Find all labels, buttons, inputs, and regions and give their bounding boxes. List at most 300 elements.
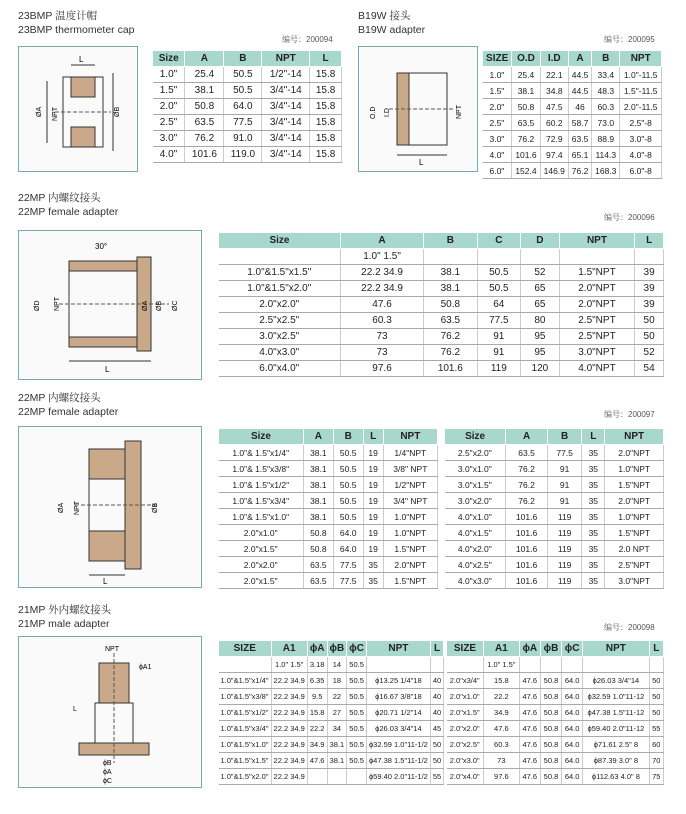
table-cell: 3/4"-14 (262, 115, 310, 131)
column-header: L (430, 641, 443, 657)
table-header-row (219, 641, 444, 657)
table-cell: 3.0"-8 (620, 131, 662, 147)
table-cell: 50.5 (347, 721, 367, 737)
table-row (445, 557, 664, 573)
table-cell (424, 249, 477, 265)
table-row (219, 313, 664, 329)
table-cell: 50 (649, 673, 663, 689)
table-cell: 80 (521, 313, 560, 329)
s5-table-left (218, 640, 444, 785)
s2-dim-id: I.D (384, 108, 391, 117)
table-row (219, 721, 444, 737)
table-cell: 64.0 (562, 721, 583, 737)
column-header: L (363, 429, 383, 445)
table-cell: 95 (521, 345, 560, 361)
s1-dim-l: L (79, 55, 84, 64)
table-cell: ϕ26.03 3/4"14 (366, 721, 430, 737)
table-cell: 50.8 (540, 769, 561, 785)
table-cell: 2.0"x2.0" (219, 557, 304, 573)
table-cell: 15.8 (310, 67, 342, 83)
table-cell: 50 (635, 313, 664, 329)
table-cell: 119 (547, 525, 581, 541)
table-row (219, 493, 438, 509)
table-cell: 1.0" 1.5" (340, 249, 423, 265)
column-header: NPT (605, 429, 664, 445)
table-cell (347, 769, 367, 785)
table-cell: 3.0" (483, 131, 512, 147)
table-cell: 119 (547, 557, 581, 573)
table-cell: 2.0"x1.5" (447, 705, 484, 721)
table-cell: 152.4 (512, 163, 540, 179)
table-cell: 48.3 (592, 83, 620, 99)
s3-dim-d: ØD (34, 300, 41, 311)
table-cell: 3.0"NPT (605, 573, 664, 589)
table-cell: 65 (521, 297, 560, 313)
table-cell: 64.0 (562, 737, 583, 753)
table-cell: 77.5 (547, 445, 581, 461)
table-row (445, 525, 664, 541)
table-cell: 38.1 (327, 737, 347, 753)
table-row (219, 689, 444, 705)
s2-dim-npt: NPT (456, 105, 463, 119)
table-cell: 73 (340, 329, 423, 345)
table-cell (635, 249, 664, 265)
table-cell: 6.0"x4.0" (219, 361, 341, 377)
table-cell: 1.0" 1.5" (271, 657, 307, 673)
table-cell: 22 (327, 689, 347, 705)
table-row (219, 445, 438, 461)
table-cell: ϕ47.38 1.5"11-12 (583, 705, 649, 721)
table-row (445, 541, 664, 557)
table-cell: 97.6 (483, 769, 519, 785)
table-cell: 38.1 (424, 281, 477, 297)
table-cell: 3/8" NPT (383, 461, 437, 477)
table-cell: 50 (430, 737, 443, 753)
table-row (219, 573, 438, 589)
s5-table-right (446, 640, 664, 785)
table-cell: 1.5"NPT (383, 541, 437, 557)
table-cell: 63.5 (303, 573, 333, 589)
column-header: A (506, 429, 548, 445)
table-cell: 50.5 (333, 493, 363, 509)
table-cell: 38.1 (424, 265, 477, 281)
table-cell: 38.1 (327, 753, 347, 769)
table-cell: 1.5"NPT (559, 265, 635, 281)
table-cell: 50.8 (540, 737, 561, 753)
s4-table-left (218, 428, 438, 589)
table-row (447, 689, 664, 705)
table-cell: 63.5 (568, 131, 591, 147)
table-cell: 101.6 (512, 147, 540, 163)
table-cell: 91 (547, 461, 581, 477)
table-cell: 1.5"NPT (605, 477, 664, 493)
table-cell: 22.2 34.9 (271, 705, 307, 721)
table-cell: 15.8 (310, 99, 342, 115)
table-row (153, 131, 342, 147)
column-header: B (547, 429, 581, 445)
table-row (447, 753, 664, 769)
table-cell: 55 (649, 721, 663, 737)
table-row (219, 673, 444, 689)
table-cell: 22.2 34.9 (340, 281, 423, 297)
s2-dim-od: O.D (370, 106, 377, 119)
table-row (153, 147, 342, 163)
s5-title-en: 21MP male adapter (18, 618, 110, 630)
table-cell (477, 249, 521, 265)
table-row (219, 509, 438, 525)
table-cell: 50.5 (333, 509, 363, 525)
table-cell: 4.0"x1.5" (445, 525, 506, 541)
table-cell (521, 249, 560, 265)
table-cell: 91 (477, 345, 521, 361)
table-cell: 55 (430, 769, 443, 785)
table-header-row (447, 641, 664, 657)
table-cell: 1.5" (483, 83, 512, 99)
table-cell: 22.2 34.9 (271, 769, 307, 785)
table-cell: 101.6 (506, 573, 548, 589)
table-row (153, 83, 342, 99)
s3-code: 编号：200096 (604, 213, 655, 222)
table-cell: 101.6 (506, 525, 548, 541)
s1-diagram (18, 46, 138, 172)
table-cell: 95 (521, 329, 560, 345)
table-cell: 15.8 (483, 673, 519, 689)
table-cell: 38.1 (303, 477, 333, 493)
table-cell: 50.5 (333, 461, 363, 477)
table-cell: 2.5" (483, 115, 512, 131)
table-cell: 50 (649, 705, 663, 721)
table-cell: 50.8 (540, 673, 561, 689)
table-cell: 50.8 (512, 99, 540, 115)
table-cell: 1.0"&1.5"x1/2" (219, 705, 272, 721)
table-cell: 25.4 (185, 67, 224, 83)
s4-table-right (444, 428, 664, 589)
table-row (153, 115, 342, 131)
table-row (219, 769, 444, 785)
s3-title-en: 22MP female adapter (18, 206, 119, 218)
table-cell: 63.5 (506, 445, 548, 461)
table-cell: 34.9 (307, 737, 327, 753)
table-cell: 119.0 (224, 147, 262, 163)
female-adapter-2-drawing (19, 427, 201, 587)
table-cell: 6.35 (307, 673, 327, 689)
column-header: NPT (583, 641, 649, 657)
column-header: ϕA (519, 641, 540, 657)
table-cell: 50 (430, 753, 443, 769)
table-cell: 2.5"NPT (559, 313, 635, 329)
table-cell (430, 657, 443, 673)
table-row (483, 163, 662, 179)
table-cell: 19 (363, 461, 383, 477)
table-cell: 3.18 (307, 657, 327, 673)
table-cell: 1.0"&1.5"x2.0" (219, 769, 272, 785)
table-cell: 4.0" (153, 147, 185, 163)
table-cell: 38.1 (185, 83, 224, 99)
table-cell: 2.0"x1.0" (219, 525, 304, 541)
table-cell: 50.5 (224, 67, 262, 83)
table-cell: 39 (635, 265, 664, 281)
table-cell: 52 (521, 265, 560, 281)
table-cell: 4.0"NPT (559, 361, 635, 377)
column-header: A1 (271, 641, 307, 657)
table-cell: 15.8 (310, 83, 342, 99)
table-cell: 2.5"-8 (620, 115, 662, 131)
table-cell: ϕ112.63 4.0" 8 (583, 769, 649, 785)
column-header: A (340, 233, 423, 249)
table-cell: 50.5 (347, 673, 367, 689)
s5-code: 编号：200098 (604, 623, 655, 632)
table-cell: ϕ13.25 1/4"18 (366, 673, 430, 689)
s2-title-en: B19W adapter (358, 24, 426, 36)
table-row (219, 657, 444, 673)
table-cell: 50.8 (303, 525, 333, 541)
table-cell: 119 (547, 509, 581, 525)
table-cell: 50.8 (540, 753, 561, 769)
table-cell: 2.0" (153, 99, 185, 115)
table-cell: 19 (363, 445, 383, 461)
table-cell: 34.8 (540, 83, 568, 99)
column-header: SIZE (447, 641, 484, 657)
table-cell: ϕ16.67 3/8"18 (366, 689, 430, 705)
column-header: A (185, 51, 224, 67)
table-cell: 50 (649, 689, 663, 705)
table-cell: 25.4 (512, 67, 540, 83)
table-row (445, 573, 664, 589)
table-cell: 50.5 (333, 445, 363, 461)
table-cell: 35 (582, 445, 605, 461)
table-cell: 40 (430, 705, 443, 721)
table-row (219, 281, 664, 297)
table-row (483, 67, 662, 83)
table-cell: 1.0"& 1.5"x1.0" (219, 509, 304, 525)
table-cell: 4.0"x2.0" (445, 541, 506, 557)
table-cell: ϕ87.39 3.0" 8 (583, 753, 649, 769)
table-cell: 65 (521, 281, 560, 297)
column-header: NPT (559, 233, 635, 249)
table-cell: 22.2 34.9 (271, 737, 307, 753)
table-cell: 101.6 (424, 361, 477, 377)
table-cell: 35 (582, 525, 605, 541)
table-cell (327, 769, 347, 785)
table-cell: 39 (635, 297, 664, 313)
s3-dim-c: ØC (172, 300, 179, 311)
table-cell: 34.9 (483, 705, 519, 721)
column-header: Size (219, 233, 341, 249)
table-cell: 50.8 (540, 689, 561, 705)
table-cell: 2.0"NPT (559, 297, 635, 313)
s1-title-en: 23BMP thermometer cap (18, 24, 135, 36)
table-cell: 50.8 (185, 99, 224, 115)
table-cell (540, 657, 561, 673)
table-cell: 50.5 (347, 705, 367, 721)
table-cell: 2.0"x2.0" (219, 297, 341, 313)
table-cell: 97.4 (540, 147, 568, 163)
table-cell: 35 (363, 573, 383, 589)
column-header: Size (153, 51, 185, 67)
table-cell: 64.0 (562, 705, 583, 721)
table-row (447, 737, 664, 753)
table-row (153, 67, 342, 83)
table-cell: 1.0"& 1.5"x1/2" (219, 477, 304, 493)
table-cell: 50.5 (347, 657, 367, 673)
table-cell: 38.1 (303, 461, 333, 477)
table-cell: 91 (547, 477, 581, 493)
table-cell (559, 249, 635, 265)
table-cell: 35 (582, 493, 605, 509)
table-cell: 47.5 (540, 99, 568, 115)
table-cell: 58.7 (568, 115, 591, 131)
table-cell: 101.6 (506, 557, 548, 573)
table-cell: 1.0"&1.5"x3/8" (219, 689, 272, 705)
table-cell: 76.2 (506, 477, 548, 493)
table-cell: 64.0 (333, 541, 363, 557)
table-cell: 14 (327, 657, 347, 673)
table-cell: 19 (363, 477, 383, 493)
table-cell: ϕ26.03 3/4"14 (583, 673, 649, 689)
column-header: A1 (483, 641, 519, 657)
table-cell: 4.0"x1.0" (445, 509, 506, 525)
table-cell: 15.8 (307, 705, 327, 721)
table-cell: 4.0"-8 (620, 147, 662, 163)
table-cell: 35 (363, 557, 383, 573)
table-cell: 50.8 (424, 297, 477, 313)
table-cell: 2.5" (153, 115, 185, 131)
table-cell: 38.1 (303, 445, 333, 461)
table-cell: 1.5"NPT (383, 573, 437, 589)
table-cell: 1.0"-11.5 (620, 67, 662, 83)
table-cell: 50.8 (540, 705, 561, 721)
table-cell: 3/4"-14 (262, 131, 310, 147)
table-header-row (153, 51, 342, 67)
table-cell (447, 657, 484, 673)
table-cell: 60.2 (540, 115, 568, 131)
table-row (445, 493, 664, 509)
table-row (219, 345, 664, 361)
table-cell: 6.0"-8 (620, 163, 662, 179)
column-header: NPT (366, 641, 430, 657)
table-row (219, 705, 444, 721)
table-cell: 27 (327, 705, 347, 721)
table-row (219, 541, 438, 557)
table-cell: 22.2 (483, 689, 519, 705)
s3-dim-b: ØB (156, 300, 163, 311)
table-cell: 1.0"& 1.5"x3/4" (219, 493, 304, 509)
table-cell: 2.0"x3/4" (447, 673, 484, 689)
column-header: A (568, 51, 591, 67)
table-cell: 35 (582, 461, 605, 477)
table-cell (519, 657, 540, 673)
table-cell: 1.0"NPT (605, 461, 664, 477)
table-cell: 6.0" (483, 163, 512, 179)
table-cell: 50 (635, 329, 664, 345)
table-cell: 76.2 (512, 131, 540, 147)
table-cell: 22.2 34.9 (271, 721, 307, 737)
column-header: A (303, 429, 333, 445)
table-cell: 22.2 (307, 721, 327, 737)
table-cell: 3/4"-14 (262, 83, 310, 99)
s1-dim-b: ØB (114, 106, 121, 117)
table-cell: 97.6 (340, 361, 423, 377)
column-header: L (310, 51, 342, 67)
table-cell: 50.5 (224, 83, 262, 99)
table-cell: 50.8 (303, 541, 333, 557)
table-cell: 119 (547, 573, 581, 589)
table-cell: 2.0"NPT (605, 445, 664, 461)
table-cell: 33.4 (592, 67, 620, 83)
column-header: C (477, 233, 521, 249)
table-cell: 119 (547, 541, 581, 557)
s5-title-cn: 21MP 外内螺纹接头 (18, 604, 112, 616)
s2-diagram (358, 46, 478, 172)
table-cell: 2.0"-11.5 (620, 99, 662, 115)
table-cell: 77.5 (333, 573, 363, 589)
table-cell: 4.0"x3.0" (445, 573, 506, 589)
table-cell: 76.2 (424, 345, 477, 361)
table-row (219, 477, 438, 493)
table-cell: 101.6 (506, 541, 548, 557)
table-cell: 1.0" (153, 67, 185, 83)
table-cell: ϕ71.61 2.5" 8 (583, 737, 649, 753)
table-cell: 47.6 (519, 705, 540, 721)
s2-table (482, 50, 662, 179)
s4-title-en: 22MP female adapter (18, 406, 119, 418)
table-cell: 47.6 (307, 753, 327, 769)
table-row (447, 705, 664, 721)
table-cell: 15.8 (310, 147, 342, 163)
table-row (153, 99, 342, 115)
table-cell: 2.0"x4.0" (447, 769, 484, 785)
s5-dim-c: ϕC (103, 778, 112, 785)
table-row (219, 525, 438, 541)
table-cell: 64.0 (562, 769, 583, 785)
table-row (219, 249, 664, 265)
s5-dim-a: ϕA (103, 769, 112, 776)
table-row (219, 297, 664, 313)
table-cell: 2.0"NPT (383, 557, 437, 573)
table-cell (219, 249, 341, 265)
table-cell: 22.2 34.9 (271, 753, 307, 769)
table-cell: 73.0 (592, 115, 620, 131)
table-cell: 1.0" (483, 67, 512, 83)
table-cell: 64.0 (562, 673, 583, 689)
column-header: NPT (383, 429, 437, 445)
column-header: Size (219, 429, 304, 445)
table-cell: 63.5 (424, 313, 477, 329)
table-cell (562, 657, 583, 673)
table-cell: 47.6 (483, 721, 519, 737)
table-cell: 101.6 (506, 509, 548, 525)
table-cell: ϕ32.59 1.0"11-1/2 (366, 737, 430, 753)
table-cell: 63.5 (303, 557, 333, 573)
table-cell: 50.5 (347, 737, 367, 753)
table-cell: 2.0"x1.5" (219, 541, 304, 557)
table-cell: 44.5 (568, 83, 591, 99)
table-cell: 1.0"& 1.5"x1/4" (219, 445, 304, 461)
table-cell: 120 (521, 361, 560, 377)
table-cell: 1.5"NPT (605, 525, 664, 541)
table-cell: 72.9 (540, 131, 568, 147)
column-header: ϕC (562, 641, 583, 657)
s2-title-cn: B19W 接头 (358, 10, 411, 22)
table-cell: 76.2 (506, 461, 548, 477)
table-cell: 35 (582, 541, 605, 557)
column-header: I.D (540, 51, 568, 67)
table-cell: 77.5 (224, 115, 262, 131)
table-cell: 1.5" (153, 83, 185, 99)
table-row (219, 361, 664, 377)
table-cell: 9.5 (307, 689, 327, 705)
table-cell: 1/2"-14 (262, 67, 310, 83)
